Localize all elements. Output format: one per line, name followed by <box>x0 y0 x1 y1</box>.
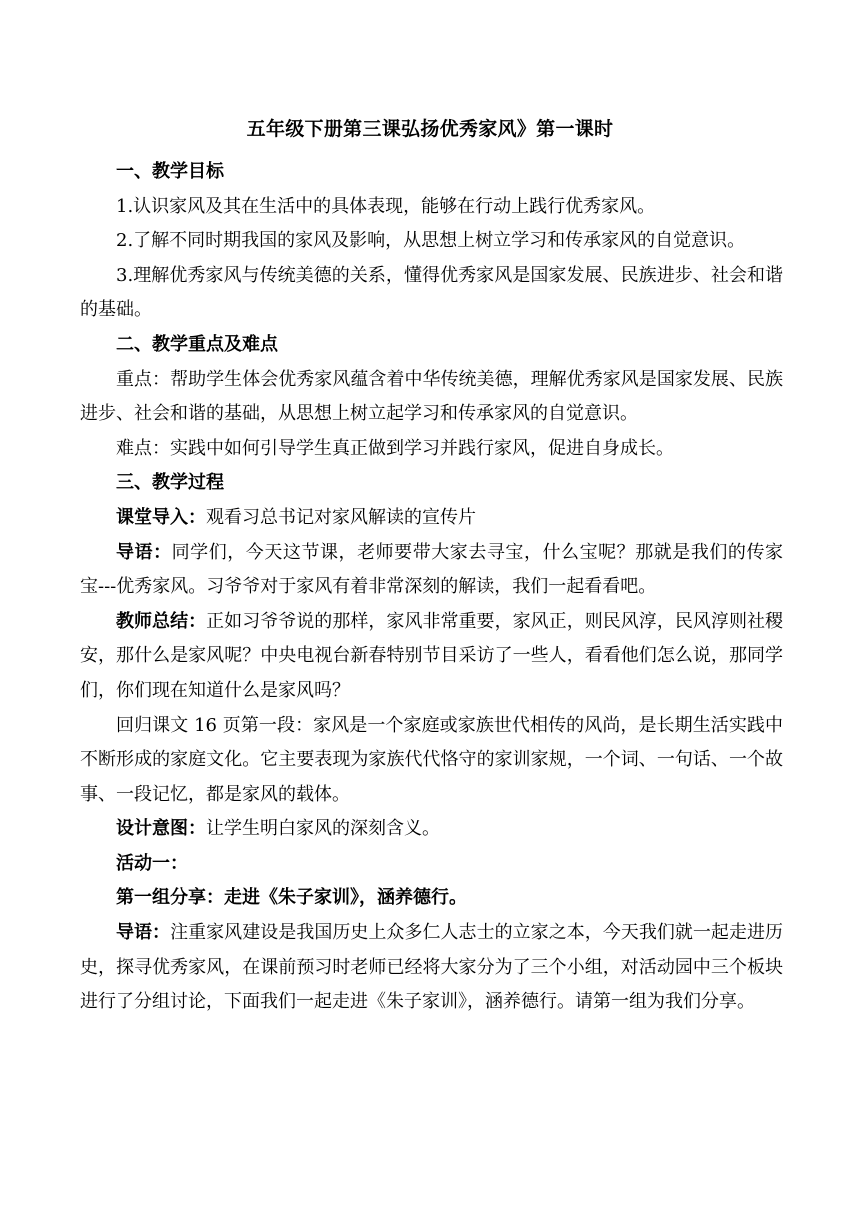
section-heading-objectives: 一、教学目标 <box>116 161 224 182</box>
page-title: 五年级下册第三课弘扬优秀家风》第一课时 <box>246 118 614 140</box>
lead2-label: 导语： <box>116 922 171 944</box>
goal-2: 2.了解不同时期我国的家风及影响，从思想上树立学习和传承家风的自觉意识。 <box>116 230 746 252</box>
summary-label: 教师总结： <box>116 610 207 632</box>
key-point: 重点：帮助学生体会优秀家风蕴含着中华传统美德，理解优秀家风是国家发展、民族进步、社会和谐的基础，从思想上树立起学习和传承家风的自觉意识。 <box>80 368 783 425</box>
goal-1: 1.认识家风及其在生活中的具体表现，能够在行动上践行优秀家风。 <box>116 195 656 217</box>
lead-text: 同学们，今天这节课，老师要带大家去寻宝，什么宝呢？那就是我们的传家宝---优秀家风。习爷爷对于家风有着非常深刻的解读，我们一起看看吧。 <box>80 541 784 598</box>
lead-label: 导语： <box>116 541 172 563</box>
group-1-heading: 第一组分享：走进《朱子家训》，涵养德行。 <box>116 887 467 909</box>
design-text: 让学生明白家风的深刻含义。 <box>206 818 440 840</box>
section-heading-key-points: 二、教学重点及难点 <box>116 333 278 355</box>
activity-1-heading: 活动一： <box>116 852 188 874</box>
section-heading-process: 三、教学过程 <box>116 472 224 494</box>
intro-paragraph <box>80 501 783 536</box>
intro-label: 课堂导入： <box>116 506 206 528</box>
design-label: 设计意图： <box>116 818 206 840</box>
design-paragraph <box>80 812 783 847</box>
document-body <box>80 155 783 1020</box>
lead2-text: 注重家风建设是我国历史上众多仁人志士的立家之本，今天我们就一起走进历史，探寻优秀家风，在课前预习时老师已经将大家分为了三个小组，对活动园中三个板块进行了分组讨论，下面我们一起走进《朱子家训》，涵养德行。请第一组为我们分享。 <box>80 922 784 1013</box>
summary-paragraph <box>80 605 783 709</box>
review-paragraph: 回归课文 16 页第一段：家风是一个家庭或家族世代相传的风尚，是长期生活实践中不断形成的家庭文化。它主要表现为家族代代恪守的家训家规，一个词、一句话、一个故事、一段记忆，都是家风的载体。 <box>80 714 783 805</box>
goal-3: 3.理解优秀家风与传统美德的关系，懂得优秀家风是国家发展、民族进步、社会和谐的基础。 <box>80 264 783 321</box>
lead-paragraph <box>80 536 783 605</box>
difficult-point: 难点：实践中如何引导学生真正做到学习并践行家风，促进自身成长。 <box>116 437 674 459</box>
lead2-paragraph <box>80 916 783 1020</box>
intro-text: 观看习总书记对家风解读的宣传片 <box>206 506 476 528</box>
summary-text: 正如习爷爷说的那样，家风非常重要，家风正，则民风淳，民风淳则社稷安，那什么是家风呢？中央电视台新春特别节目采访了一些人，看看他们怎么说，那同学们，你们现在知道什么是家风吗？ <box>80 610 783 701</box>
